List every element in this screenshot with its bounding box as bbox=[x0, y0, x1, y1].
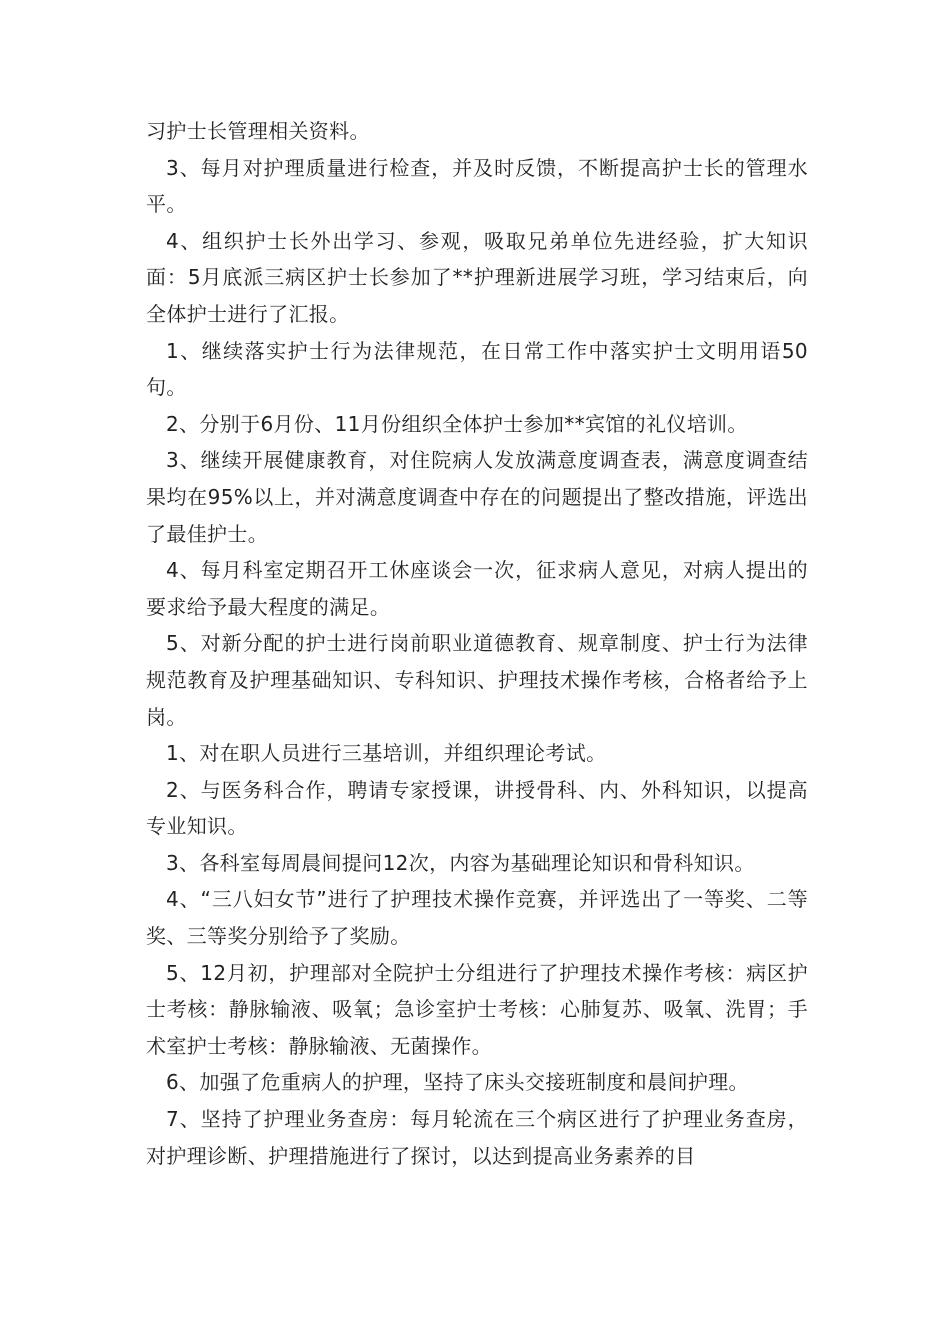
paragraph-13: 5、12月初，护理部对全院护士分组进行了护理技术操作考核：病区护士考核：静脉输液、吸氧；急诊室护士考核：心肺复苏、吸氧、洗胃；手术室护士考核：静脉输液、无菌操作。 bbox=[146, 960, 808, 1058]
document-body bbox=[146, 113, 808, 1174]
paragraph-14: 6、加强了危重病人的护理，坚持了床头交接班制度和晨间护理。 bbox=[166, 1070, 749, 1095]
paragraph-8: 5、对新分配的护士进行岗前职业道德教育、规章制度、护士行为法律规范教育及护理基础知识、专科知识、护理技术操作考核，合格者给予上岗。 bbox=[146, 631, 808, 729]
paragraph-1: 习护士长管理相关资料。 bbox=[146, 119, 370, 143]
paragraph-4: 1、继续落实护士行为法律规范，在日常工作中落实护士文明用语50句。 bbox=[146, 338, 808, 400]
paragraph-3: 4、组织护士长外出学习、参观，吸取兄弟单位先进经验，扩大知识面：5月底派三病区护士长参加了**护理新进展学习班，学习结束后，向全体护士进行了汇报。 bbox=[146, 228, 808, 326]
paragraph-15: 7、坚持了护理业务查房：每月轮流在三个病区进行了护理业务查房，对护理诊断、护理措施进行了探讨，以达到提高业务素养的目 bbox=[146, 1107, 808, 1168]
paragraph-5: 2、分别于6月份、11月份组织全体护士参加**宾馆的礼仪培训。 bbox=[166, 411, 748, 436]
paragraph-9: 1、对在职人员进行三基培训，并组织理论考试。 bbox=[166, 741, 607, 766]
paragraph-2: 3、每月对护理质量进行检查，并及时反馈，不断提高护士长的管理水平。 bbox=[146, 155, 808, 217]
paragraph-10: 2、与医务科合作，聘请专家授课，讲授骨科、内、外科知识，以提高专业知识。 bbox=[146, 777, 808, 839]
paragraph-12: 4、“三八妇女节”进行了护理技术操作竞赛，并评选出了一等奖、二等奖、三等奖分别给予了奖励。 bbox=[146, 887, 808, 949]
paragraph-6: 3、继续开展健康教育，对住院病人发放满意度调查表，满意度调查结果均在95%以上，并对满意度调查中存在的问题提出了整改措施，评选出了最佳护士。 bbox=[146, 448, 808, 546]
paragraph-11: 3、各科室每周晨间提问12次，内容为基础理论知识和骨科知识。 bbox=[166, 850, 755, 875]
paragraph-7: 4、每月科室定期召开工休座谈会一次，征求病人意见，对病人提出的要求给予最大程度的满足。 bbox=[146, 558, 808, 619]
